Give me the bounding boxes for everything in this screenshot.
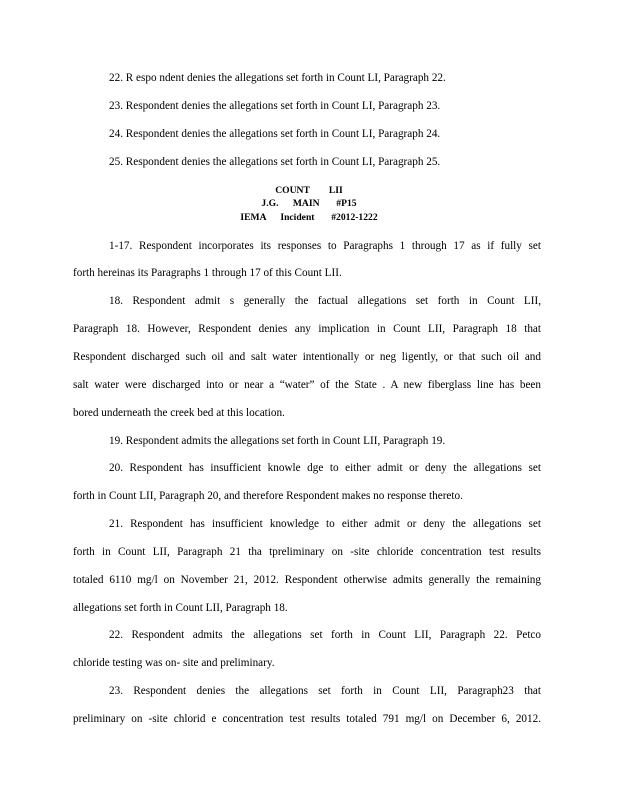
paragraph-23-line-2: preliminary on -site chlorid e concentration test results totaled 791 mg/l on December 6, 2012.: [73, 713, 541, 725]
paragraph-21-line-1: 21. Respondent has insufficient knowledge to either admit or deny the allegations set: [109, 518, 541, 530]
paragraph-18-line-4: salt water were discharged into or near a “water” of the State . A new fiberglass line has been: [73, 379, 541, 391]
paragraph-20-line-1: 20. Respondent has insufficient knowle dge to either admit or deny the allegations set: [109, 462, 541, 474]
paragraph-18-line-5: bored underneath the creek bed at this location.: [73, 407, 285, 419]
paragraph-21-line-2: forth in Count LII, Paragraph 21 tha tpreliminary on -site chloride concentration test results: [73, 546, 541, 558]
paragraph-18-line-3: Respondent discharged such oil and salt water intentionally or neg ligently, or that such oil and: [73, 351, 541, 363]
paragraph-21-line-4: allegations set forth in Count LII, Paragraph 18.: [73, 602, 288, 614]
paragraph-18-line-2: Paragraph 18. However, Respondent denies any implication in Count LII, Paragraph 18 that: [73, 323, 541, 335]
paragraph-1-17-line-1: 1-17. Respondent incorporates its responses to Paragraphs 1 through 17 as if fully set: [109, 240, 541, 252]
denial-line-24: 24. Respondent denies the allegations set forth in Count LI, Paragraph 24.: [109, 128, 441, 140]
count-subheading-incident: IEMA Incident #2012-1222: [240, 212, 378, 223]
count-heading: COUNT LII: [275, 185, 343, 196]
paragraph-19-line-1: 19. Respondent admits the allegations set forth in Count LII, Paragraph 19.: [109, 435, 446, 447]
denial-line-25: 25. Respondent denies the allegations set forth in Count LI, Paragraph 25.: [109, 156, 441, 168]
denial-line-22: 22. R espo ndent denies the allegations set forth in Count LI, Paragraph 22.: [109, 72, 446, 84]
count-subheading-well: J.G. MAIN #P15: [261, 198, 357, 209]
paragraph-18-line-1: 18. Respondent admit s generally the factual allegations set forth in Count LII,: [109, 295, 541, 307]
paragraph-21-line-3: totaled 6110 mg/l on November 21, 2012. Respondent otherwise admits generally the remaining: [73, 574, 541, 586]
paragraph-1-17-line-2: forth hereinas its Paragraphs 1 through 17 of this Count LII.: [73, 267, 342, 279]
paragraph-22-line-2: chloride testing was on- site and preliminary.: [73, 657, 275, 669]
paragraph-20-line-2: forth in Count LII, Paragraph 20, and therefore Respondent makes no response thereto.: [73, 490, 463, 502]
paragraph-23-line-1: 23. Respondent denies the allegations set forth in Count LII, Paragraph23 that: [109, 685, 541, 697]
paragraph-22-line-1: 22. Respondent admits the allegations set forth in Count LII, Paragraph 22. Petco: [109, 629, 541, 641]
denial-line-23: 23. Respondent denies the allegations set forth in Count LI, Paragraph 23.: [109, 100, 441, 112]
